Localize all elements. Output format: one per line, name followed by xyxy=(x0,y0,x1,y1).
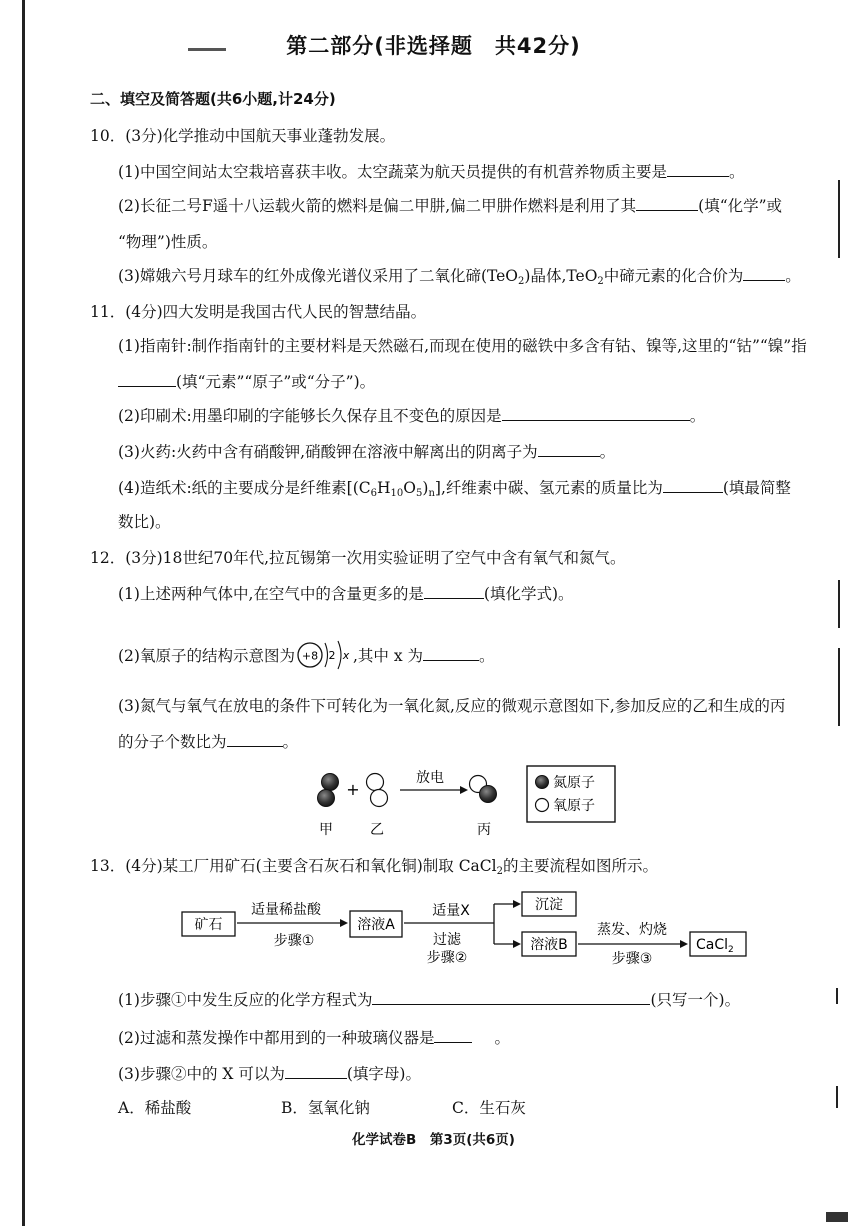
arrow-head-icon xyxy=(340,919,348,927)
arrow-head-icon xyxy=(513,900,521,908)
q12-part3-cont-text: 的分子个数比为 xyxy=(118,733,227,751)
q11-part4-cont: 数比)。 xyxy=(118,513,171,531)
q13-option-b: B．氢氧化钠 xyxy=(281,1099,370,1117)
q13-stem-sub: 2 xyxy=(496,866,503,877)
q11-part2-blank[interactable] xyxy=(502,406,690,421)
q11-part1-cont xyxy=(118,370,375,392)
q13-option-a: A．稀盐酸 xyxy=(118,1099,192,1117)
legend-nitrogen-icon xyxy=(536,776,549,789)
q13-part1-blank[interactable] xyxy=(372,990,650,1005)
q10-part1-blank[interactable] xyxy=(667,162,729,177)
q13-part3-blank[interactable] xyxy=(285,1064,347,1079)
plus-sign: + xyxy=(346,780,360,799)
scan-edge-mark xyxy=(836,988,838,1004)
q12-part1-blank[interactable] xyxy=(424,584,484,599)
evaporate-label: 蒸发、灼烧 xyxy=(597,922,667,938)
q10-part3-text-c: 中碲元素的化合价为 xyxy=(603,267,744,285)
q12-part3: (3)氮气与氧气在放电的条件下可转化为一氧化氮,反应的微观示意图如下,参加反应的乙和生成的丙 xyxy=(118,697,786,715)
q13-part1-tail: (只写一个)。 xyxy=(650,991,741,1009)
q13-option-c: C．生石灰 xyxy=(452,1099,526,1117)
q11-part4-text-c: O xyxy=(403,479,416,497)
label-bing: 丙 xyxy=(477,822,491,838)
product-formula: CaCl xyxy=(696,937,729,953)
q10-part3-sub: 2 xyxy=(518,276,525,287)
q11-part4-text-a: (4)造纸术:纸的主要成分是纤维素[(C xyxy=(118,479,371,497)
q11-part4-blank[interactable] xyxy=(663,478,723,493)
reagent2-label: 适量X xyxy=(432,903,470,919)
q13-part3-text: (3)步骤②中的 X 可以为 xyxy=(118,1065,285,1083)
q10-part3-blank[interactable] xyxy=(743,266,785,281)
product-label xyxy=(696,937,734,955)
q12-part2-end: 。 xyxy=(479,647,495,665)
q13-stem xyxy=(90,854,658,877)
scan-edge-mark xyxy=(838,180,840,258)
q11-part4-sub1: 6 xyxy=(370,488,378,499)
arrow-head-icon xyxy=(460,786,468,794)
q10-part2 xyxy=(118,194,782,216)
q11-part4-text-d: ) xyxy=(422,479,429,497)
arrow-head-icon xyxy=(513,940,521,948)
nitrogen-atom xyxy=(322,774,339,791)
reagent1-label: 适量稀盐酸 xyxy=(251,902,321,918)
reaction-micro-diagram xyxy=(0,760,867,840)
q13-part2 xyxy=(118,1026,510,1048)
q12-part1-tail: (填化学式)。 xyxy=(483,585,574,603)
q13-part1 xyxy=(118,988,740,1010)
scan-corner-mark xyxy=(826,1212,848,1222)
q13-part2-end: 。 xyxy=(494,1029,510,1047)
q11-stem: 11．(4分)四大发明是我国古代人民的智慧结晶。 xyxy=(90,303,427,321)
q10-part3-sub2: 2 xyxy=(597,276,604,287)
oxygen-atom xyxy=(371,790,388,807)
step2-label: 步骤② xyxy=(426,950,468,966)
q10-stem: 10．(3分)化学推动中国航天事业蓬勃发展。 xyxy=(90,127,396,145)
arrow-head-icon xyxy=(680,940,688,948)
q11-part4-sub2: 10 xyxy=(390,488,404,499)
binding-margin-line xyxy=(22,0,25,1226)
molecule-yi xyxy=(367,774,388,807)
legend-oxygen-label: 氧原子 xyxy=(553,798,595,814)
label-jia: 甲 xyxy=(319,822,333,838)
q10-part3-end: 。 xyxy=(785,267,801,285)
step3-label: 步骤③ xyxy=(611,951,653,967)
electron-shell-arc-2 xyxy=(338,641,341,669)
oxygen-atom-structure-diagram xyxy=(295,638,353,672)
electron-shell-arc-1 xyxy=(325,643,328,667)
q12-part1-text: (1)上述两种气体中,在空气中的含量更多的是 xyxy=(118,585,424,603)
q12-part1 xyxy=(118,582,574,604)
q11-part1-cont-text: (填“元素”“原子”或“分子”)。 xyxy=(176,373,376,391)
label-yi: 乙 xyxy=(370,822,384,838)
q12-part3-end: 。 xyxy=(282,733,299,751)
q10-part2-cont: “物理”)性质。 xyxy=(118,233,218,251)
q12-stem: 12．(3分)18世纪70年代,拉瓦锡第一次用实验证明了空气中含有氧气和氮气。 xyxy=(90,549,626,567)
q12-part3-cont xyxy=(118,730,298,752)
legend-nitrogen-label: 氮原子 xyxy=(553,775,595,791)
reaction-condition: 放电 xyxy=(416,770,444,786)
q10-part1-end: 。 xyxy=(728,163,745,181)
step1-label: 步骤① xyxy=(273,933,315,949)
part-title: 第二部分(非选择题 共42分) xyxy=(286,34,581,58)
q12-part3-blank[interactable] xyxy=(227,732,283,747)
q11-part3 xyxy=(118,440,615,462)
molecule-jia xyxy=(318,774,339,807)
q11-part4 xyxy=(118,476,791,499)
q11-part1: (1)指南针:制作指南针的主要材料是天然磁石,而现在使用的磁铁中多含有钴、镍等,这里的“钴”“镍”指 xyxy=(118,337,807,355)
scan-edge-mark xyxy=(836,1086,838,1108)
q13-part3-tail: (填字母)。 xyxy=(346,1065,421,1083)
q13-stem-text-b: 的主要流程如图所示。 xyxy=(503,857,659,875)
product-sub: 2 xyxy=(728,945,734,955)
solution-b-label: 溶液B xyxy=(530,937,568,953)
nitrogen-atom xyxy=(318,790,335,807)
process-flowchart xyxy=(0,884,867,974)
q13-part3 xyxy=(118,1062,421,1084)
q13-part1-text: (1)步骤①中发生反应的化学方程式为 xyxy=(118,991,373,1009)
q11-part1-blank[interactable] xyxy=(118,372,176,387)
q10-part1 xyxy=(118,160,744,182)
q10-part3-text-b: )晶体,TeO xyxy=(524,267,598,285)
q13-part2-text: (2)过滤和蒸发操作中都用到的一种玻璃仪器是 xyxy=(118,1029,435,1047)
shell-2-electrons: x xyxy=(342,649,350,662)
q12-part2-blank[interactable] xyxy=(423,646,479,661)
molecule-bing xyxy=(470,776,497,803)
q11-part3-end: 。 xyxy=(599,443,616,461)
q11-part4-tail: (填最简整 xyxy=(722,479,791,497)
q12-part2-text-b: ,其中 x 为 xyxy=(352,647,423,665)
ore-label: 矿石 xyxy=(194,917,223,933)
q13-part2-blank[interactable] xyxy=(434,1028,472,1043)
filter-label: 过滤 xyxy=(433,932,461,948)
q10-part3-text-a: (3)嫦娥六号月球车的红外成像光谱仪采用了二氧化碲(TeO xyxy=(118,267,519,285)
q11-part3-text: (3)火药:火药中含有硝酸钾,硝酸钾在溶液中解离出的阴离子为 xyxy=(118,443,538,461)
q11-part4-text-b: H xyxy=(377,479,391,497)
q10-part2-tail: (填“化学”或 xyxy=(698,197,783,215)
q11-part4-sub3: 5 xyxy=(416,488,423,499)
q10-part3 xyxy=(118,264,801,287)
scan-edge-mark xyxy=(838,648,840,726)
q11-part2-end: 。 xyxy=(689,407,706,425)
q10-part2-blank[interactable] xyxy=(636,196,698,211)
q12-part2 xyxy=(118,638,495,672)
scan-edge-mark xyxy=(838,580,840,628)
q11-part2 xyxy=(118,404,705,426)
q13-stem-text-a: 13．(4分)某工厂用矿石(主要含石灰石和氧化铜)制取 CaCl xyxy=(90,857,497,875)
nucleus-charge: +8 xyxy=(301,649,319,663)
q11-part4-sub4: n xyxy=(428,488,435,499)
legend-oxygen-icon xyxy=(536,799,549,812)
nitrogen-atom xyxy=(480,786,497,803)
q11-part2-text: (2)印刷术:用墨印刷的字能够长久保存且不变色的原因是 xyxy=(118,407,502,425)
precipitate-label: 沉淀 xyxy=(535,897,563,913)
page-footer: 化学试卷B 第3页(共6页) xyxy=(352,1132,515,1148)
q12-part2-text-a: (2)氧原子的结构示意图为 xyxy=(118,647,295,665)
q10-part2-text: (2)长征二号F遥十八运载火箭的燃料是偏二甲肼,偏二甲肼作燃料是利用了其 xyxy=(118,197,637,215)
solution-a-label: 溶液A xyxy=(357,917,395,933)
q10-part1-text: (1)中国空间站太空栽培喜获丰收。太空蔬菜为航天员提供的有机营养物质主要是 xyxy=(118,163,667,181)
q11-part3-blank[interactable] xyxy=(538,442,600,457)
oxygen-atom xyxy=(367,774,384,791)
shell-1-electrons: 2 xyxy=(328,649,336,662)
q11-part4-text-e: ],纤维素中碳、氢元素的质量比为 xyxy=(434,479,663,497)
section-heading: 二、填空及简答题(共6小题,计24分) xyxy=(90,90,336,108)
